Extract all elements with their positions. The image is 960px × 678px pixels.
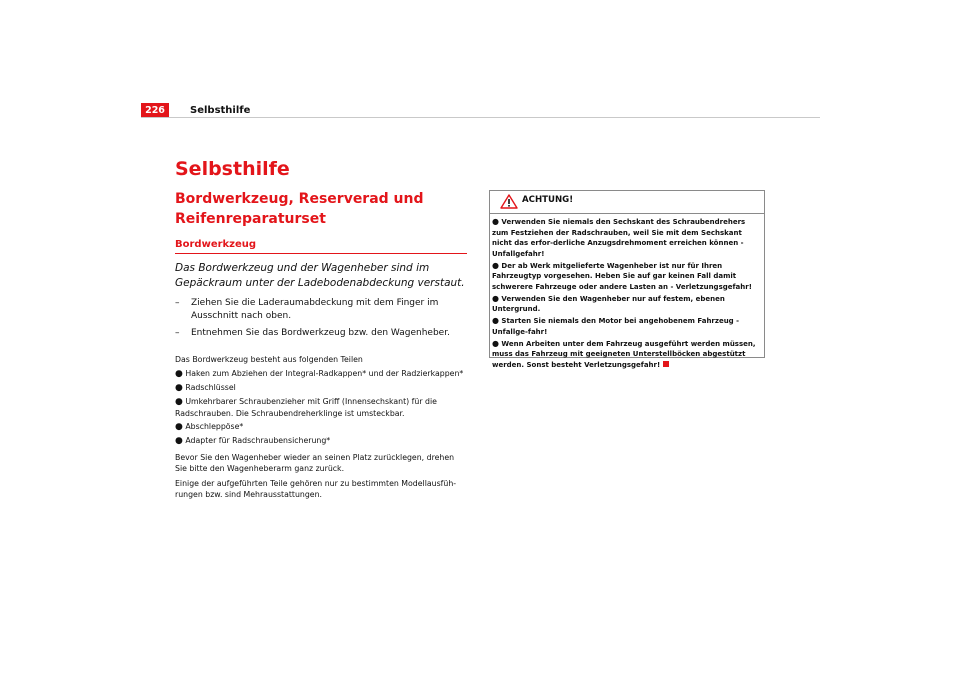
warning-triangle-icon (500, 194, 518, 213)
section-title: Bordwerkzeug, Reserverad und Reifenreparaturset (175, 191, 424, 227)
list-item-text: Adapter für Radschraubensicherung* (185, 436, 331, 445)
step-item (175, 327, 467, 340)
bullet-icon: ● (492, 293, 499, 303)
warning-item (492, 261, 760, 293)
subsection-header (175, 239, 467, 254)
dash-marker: – (175, 328, 180, 338)
warning-item (492, 316, 760, 337)
list-item (175, 421, 467, 433)
bullet-icon: ● (175, 397, 183, 407)
warning-header (490, 191, 764, 214)
bullet-icon: ● (492, 217, 499, 226)
chapter-title: Selbsthilfe (175, 158, 290, 180)
warning-box (489, 190, 765, 369)
list-item (175, 368, 467, 380)
subsection-title: Bordwerkzeug (175, 239, 257, 250)
page-number: 226 (141, 103, 169, 118)
dash-marker: – (175, 298, 180, 308)
bullet-icon: ● (175, 422, 183, 432)
list-item (175, 382, 467, 394)
header-divider (141, 117, 820, 118)
list-item-text: Haken zum Abziehen der Integral-Radkappen* und der Radzierkappen* (185, 369, 464, 378)
running-head: Selbsthilfe (190, 105, 251, 116)
list-intro: Das Bordwerkzeug besteht aus folgenden Teilen (175, 355, 363, 364)
bullet-icon: ● (492, 260, 499, 270)
warning-text: Verwenden Sie den Wagenheber nur auf festem, ebenen Untergrund. (492, 294, 725, 314)
paragraph: Bevor Sie den Wagenheber wieder an seinen Platz zurücklegen, drehen Sie bitte den Wagenheberarm ganz zurück. (175, 453, 455, 474)
warning-item (492, 294, 760, 315)
list-item (175, 435, 467, 447)
warning-text: Der ab Werk mitgelieferte Wagenheber ist nur für Ihren Fahrzeugtyp vorgesehen. Heben Sie auf gar keinen Fall damit schwerere Fahrzeuge oder andere Lasten an - Verletzungsgefahr! (492, 261, 752, 291)
intro-text: Das Bordwerkzeug und der Wagenheber sind im Gepäckraum unter der Ladebodenabdeckung verstaut. (175, 262, 465, 289)
warning-text: Verwenden Sie niemals den Sechskant des Schraubendrehers zum Festziehen der Radschrauben, weil Sie mit dem Sechskant nicht das erfor-derliche Anzugsdrehmoment erreichen können - Unfallgefahr! (492, 218, 746, 258)
step-text: Ziehen Sie die Laderaumabdeckung mit dem Finger im Ausschnitt nach oben. (191, 298, 439, 321)
warning-item (492, 217, 760, 259)
step-item (175, 297, 467, 322)
step-text: Entnehmen Sie das Bordwerkzeug bzw. den Wagenheber. (191, 328, 450, 338)
list-item (175, 396, 467, 419)
bullet-icon: ● (492, 338, 499, 348)
warning-item (492, 339, 760, 371)
list-item-text: Abschleppöse* (185, 422, 244, 431)
warning-body (490, 214, 764, 371)
bullet-icon: ● (175, 436, 183, 446)
bullet-icon: ● (175, 383, 183, 393)
warning-text: Starten Sie niemals den Motor bei angehobenem Fahrzeug - Unfallge-fahr! (492, 317, 740, 336)
warning-text: Wenn Arbeiten unter dem Fahrzeug ausgeführt werden müssen, muss das Fahrzeug mit geeigneten Unterstellböcken abgestützt werden. Sonst besteht Verletzungsgefahr! (492, 339, 756, 369)
warning-title: ACHTUNG! (522, 195, 574, 205)
list-item-text: Umkehrbarer Schraubenzieher mit Griff (Innensechskant) für die Radschrauben. Die Schraubendreherklinge ist umsteckbar. (175, 397, 437, 419)
list-item-text: Radschlüssel (185, 383, 236, 392)
bullet-icon: ● (175, 369, 183, 379)
end-mark-icon (663, 361, 669, 367)
paragraph: Einige der aufgeführten Teile gehören nur zu bestimmten Modellausfüh-rungen bzw. sind Mehrausstattungen. (175, 479, 457, 500)
bullet-icon: ● (492, 316, 499, 326)
